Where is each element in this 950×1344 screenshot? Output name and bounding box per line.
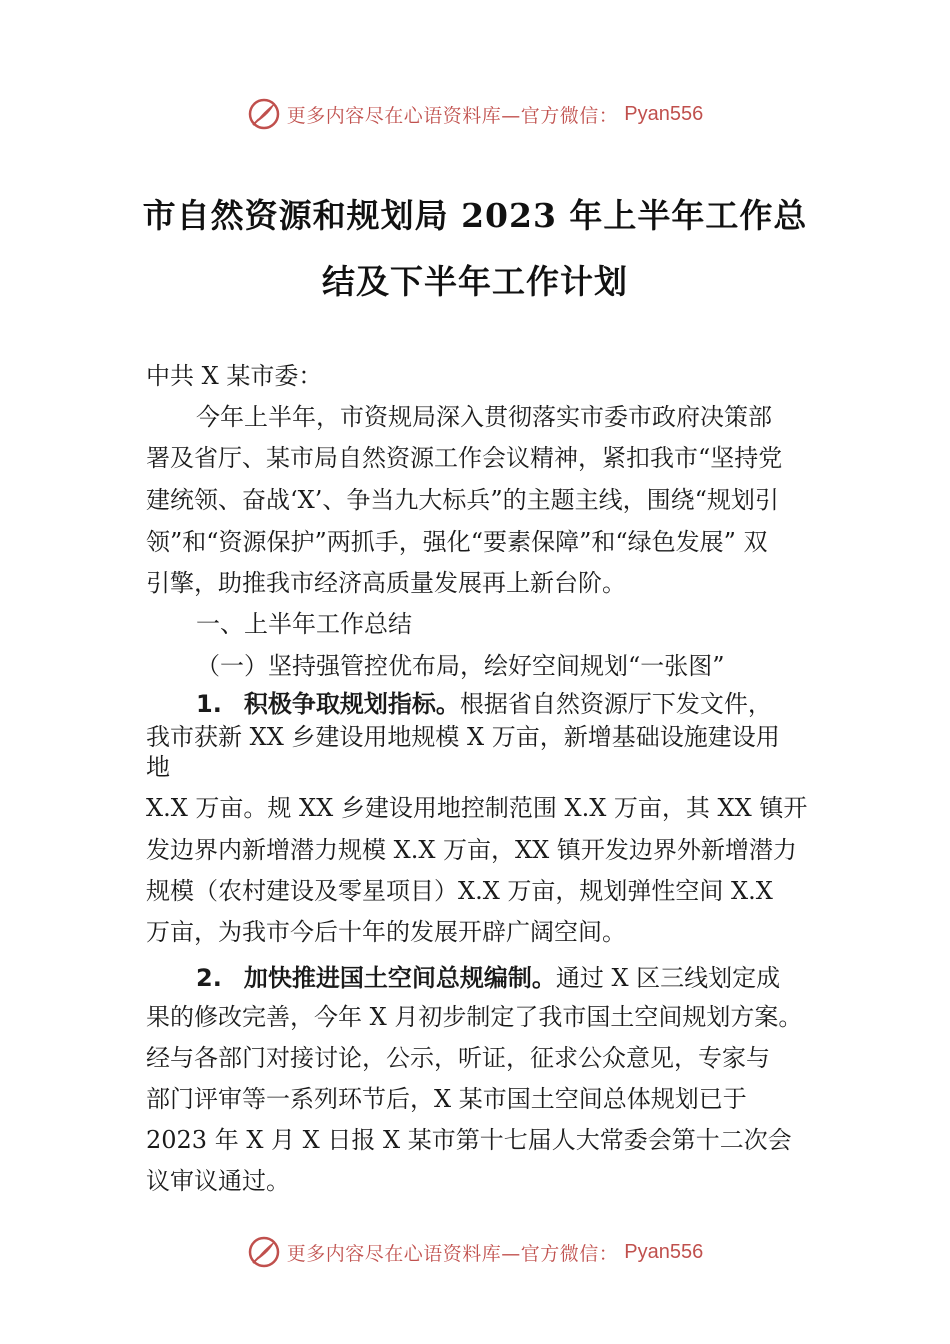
quill-logo-icon xyxy=(247,1235,281,1269)
item-2-number: 2. xyxy=(196,964,222,992)
intro-line: 署及省厅、某市局自然资源工作会议精神，紧扣我市“坚持党 xyxy=(146,444,783,472)
quill-logo-icon xyxy=(247,97,281,131)
intro-line: 今年上半年，市资规局深入贯彻落实市委市政府决策部 xyxy=(196,403,772,431)
item-1-line: 发边界内新增潜力规模 X.X 万亩，XX 镇开发边界外新增潜力 xyxy=(146,836,797,864)
item-1-line: 我市获新 XX 乡建设用地规模 X 万亩，新增基础设施建设用 xyxy=(146,723,780,751)
salutation: 中共 X 某市委： xyxy=(146,362,323,390)
footer-watermark xyxy=(0,1232,950,1272)
intro-line: 领”和“资源保护”两抓手，强化“要素保障”和“绿色发展” 双 xyxy=(146,528,768,556)
item-1-line: X.X 万亩。规 XX 乡建设用地控制范围 X.X 万亩，其 XX 镇开 xyxy=(146,794,808,822)
item-2-line: 2023 年 X 月 X 日报 X 某市第十七届人大常委会第十二次会 xyxy=(146,1126,792,1154)
item-1-first-line xyxy=(196,690,772,719)
item-2-first-line-text: 通过 X 区三线划定成 xyxy=(555,964,781,992)
section-heading: 一、上半年工作总结 xyxy=(196,610,412,638)
subsection-heading: （一）坚持强管控优布局，绘好空间规划“一张图” xyxy=(196,652,725,680)
item-2-line: 经与各部门对接讨论，公示，听证，征求公众意见，专家与 xyxy=(146,1044,770,1072)
watermark-handle: Pyan556 xyxy=(624,1240,704,1263)
item-2-first-line xyxy=(196,964,780,993)
header-watermark xyxy=(0,94,950,134)
item-2-line: 果的修改完善，今年 X 月初步制定了我市国土空间规划方案。 xyxy=(146,1003,803,1031)
document-title-line-2: 结及下半年工作计划 xyxy=(322,262,628,301)
watermark-text: 更多内容尽在心语资料库—官方微信： xyxy=(286,1242,619,1265)
document-title-line-1: 市自然资源和规划局 2023 年上半年工作总 xyxy=(142,196,808,235)
item-1-line: 万亩，为我市今后十年的发展开辟广阔空间。 xyxy=(146,918,626,946)
item-1-line: 地 xyxy=(146,753,170,781)
item-2-line: 部门评审等一系列环节后，X 某市国土空间总体规划已于 xyxy=(146,1085,747,1113)
item-2-line: 议审议通过。 xyxy=(146,1167,290,1195)
watermark-text: 更多内容尽在心语资料库—官方微信： xyxy=(286,104,619,127)
intro-line: 引擎，助推我市经济高质量发展再上新台阶。 xyxy=(146,569,626,597)
intro-line: 建统领、奋战‘X’、争当九大标兵”的主题主线，围绕“规划引 xyxy=(146,486,779,514)
item-1-first-line-text: 根据省自然资源厅下发文件， xyxy=(459,690,772,718)
item-1-line: 规模（农村建设及零星项目）X.X 万亩，规划弹性空间 X.X xyxy=(146,877,773,905)
item-1-heading: 积极争取规划指标。 xyxy=(243,689,460,718)
item-2-heading: 加快推进国土空间总规编制。 xyxy=(243,963,556,992)
watermark-handle: Pyan556 xyxy=(624,102,704,125)
item-1-number: 1. xyxy=(196,690,222,718)
